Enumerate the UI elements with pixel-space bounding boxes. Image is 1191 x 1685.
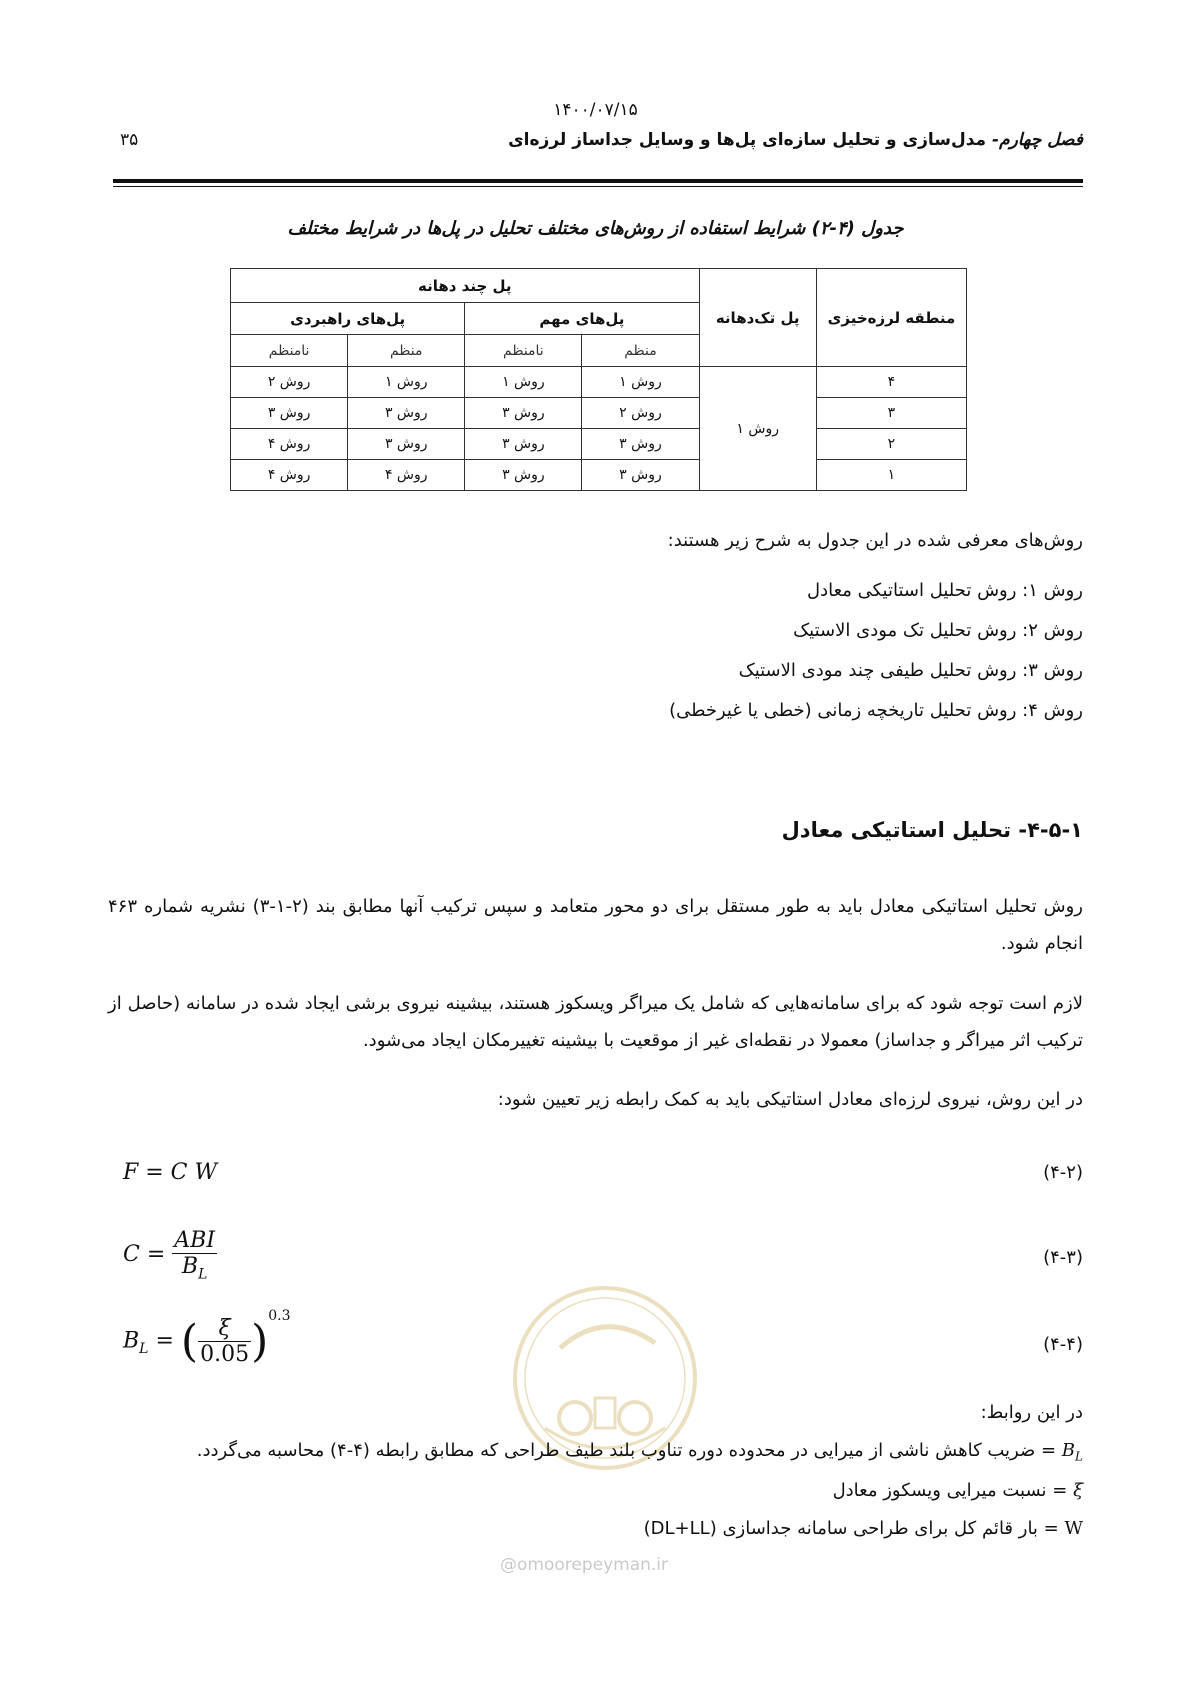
equation-coefficient <box>123 1228 217 1282</box>
cell-zone: ۴ <box>816 367 966 398</box>
eq3-left-paren: ( <box>180 1316 199 1367</box>
chapter-label: فصل چهارم- <box>992 130 1083 150</box>
equation-damping <box>123 1308 291 1367</box>
chapter-title <box>508 130 1083 150</box>
cell-important-irregular: روش ۳ <box>465 429 582 460</box>
eq3-numerator: ξ <box>198 1316 251 1342</box>
xi-text: = نسبت میرایی ویسکوز معادل <box>832 1480 1068 1501</box>
cell-zone: ۱ <box>816 460 966 491</box>
paragraph-1: روش تحلیل استاتیکی معادل باید به طور مستقل برای دو محور متعامد و سپس ترکیب آنها مطابق بند (۲-۱-۳) نشریه شماره ۴۶۳ انجام شود. <box>108 896 1084 954</box>
eq3-equals: = <box>155 1328 174 1354</box>
chapter-title-text: مدل‌سازی و تحلیل سازه‌ای پل‌ها و وسایل جداساز لرزه‌ای <box>508 130 987 150</box>
page-number: ۳۵ <box>120 130 139 150</box>
cell-important-irregular: روش ۱ <box>465 367 582 398</box>
eq2-denominator <box>172 1254 217 1282</box>
cell-strategic-irregular: روش ۴ <box>231 460 348 491</box>
xi-symbol: ξ <box>1073 1480 1083 1501</box>
eq2-den-sub: L <box>198 1266 208 1283</box>
table-caption: جدول (۴-۲) شرایط استفاده از روش‌های مختلف تحلیل در پل‌ها در شرایط مختلف <box>287 218 904 239</box>
section-heading: ۴-۵-۱- تحلیل استاتیکی معادل <box>781 818 1083 842</box>
definition-w <box>644 1518 1083 1539</box>
cell-important-irregular: روش ۳ <box>465 460 582 491</box>
eq3-denominator: 0.05 <box>200 1342 250 1367</box>
cell-important-regular: روش ۳ <box>582 429 699 460</box>
header-rule-thick <box>113 179 1083 183</box>
definition-bl <box>197 1440 1083 1464</box>
watermark-url: @omoorepeyman.ir <box>500 1555 669 1575</box>
equation-number-1: (۴-۲) <box>1043 1162 1083 1183</box>
header-multi-span: پل چند دهانه <box>231 269 700 303</box>
table-row <box>231 429 967 460</box>
bl-symbol-sub: L <box>1075 1449 1083 1464</box>
cell-strategic-regular: روش ۳ <box>348 398 465 429</box>
header-date: ۱۴۰۰/۰۷/۱۵ <box>553 100 638 120</box>
eq3-right-paren: ) <box>251 1316 269 1367</box>
eq3-lhs-sub: L <box>139 1340 149 1357</box>
equation-number-2: (۴-۳) <box>1043 1247 1083 1268</box>
header-zone: منطقه لرزه‌خیزی <box>816 269 966 367</box>
cell-strategic-irregular: روش ۴ <box>231 429 348 460</box>
cell-important-regular: روش ۳ <box>582 460 699 491</box>
equation-force: F = C W <box>123 1160 218 1185</box>
cell-zone: ۲ <box>816 429 966 460</box>
analysis-methods-table <box>230 268 967 491</box>
cell-strategic-irregular: روش ۳ <box>231 398 348 429</box>
method-item-1: روش ۱: روش تحلیل استاتیکی معادل <box>806 580 1083 601</box>
method-item-2: روش ۲: روش تحلیل تک مودی الاستیک <box>793 620 1083 641</box>
header-important-regular: منظم <box>582 335 699 367</box>
paragraph-3: در این روش، نیروی لرزه‌ای معادل استاتیکی باید به کمک رابطه زیر تعیین شود: <box>497 1089 1083 1110</box>
eq2-fraction <box>172 1228 217 1282</box>
cell-important-regular: روش ۱ <box>582 367 699 398</box>
cell-strategic-irregular: روش ۲ <box>231 367 348 398</box>
table-row <box>231 367 967 398</box>
table-row <box>231 460 967 491</box>
definitions-intro: در این روابط: <box>980 1402 1083 1423</box>
equation-number-3: (۴-۴) <box>1043 1334 1083 1355</box>
w-text: = بار قائم کل برای طراحی سامانه جداسازی (DL+LL) <box>643 1518 1059 1539</box>
table-row <box>231 398 967 429</box>
bl-symbol <box>1062 1440 1083 1464</box>
eq3-exponent: 0.3 <box>268 1308 291 1324</box>
eq2-numerator: ABI <box>174 1228 216 1253</box>
w-symbol: W <box>1064 1518 1083 1539</box>
header-strategic-irregular: نامنظم <box>231 335 348 367</box>
header-rule-thin <box>113 186 1083 187</box>
definition-xi <box>833 1480 1083 1501</box>
eq3-lhs: B <box>123 1328 140 1354</box>
eq3-fraction <box>198 1316 251 1367</box>
bl-text: = ضریب کاهش ناشی از میرایی در محدوده دوره تناوب بلند طیف طراحی که مطابق رابطه (۴-۴) محاسبه می‌گردد. <box>196 1440 1057 1461</box>
cell-single-span: روش ۱ <box>699 367 816 491</box>
cell-strategic-regular: روش ۱ <box>348 367 465 398</box>
cell-strategic-regular: روش ۳ <box>348 429 465 460</box>
header-important-irregular: نامنظم <box>465 335 582 367</box>
header-important: پل‌های مهم <box>465 303 699 335</box>
method-item-3: روش ۳: روش تحلیل طیفی چند مودی الاستیک <box>738 660 1083 681</box>
header-strategic: پل‌های راهبردی <box>231 303 465 335</box>
methods-intro: روش‌های معرفی شده در این جدول به شرح زیر هستند: <box>667 530 1083 551</box>
cell-important-regular: روش ۲ <box>582 398 699 429</box>
eq2-lhs: C = <box>123 1242 166 1268</box>
paragraph-2: لازم است توجه شود که برای سامانه‌هایی که شامل یک میراگر ویسکوز هستند، بیشینه نیروی برشی ایجاد شده در سامانه (حاصل از ترکیب اثر میراگر و جداساز) معمولا در نقطه‌ای غیر از موقعیت با بیشینه تغییرمکان ایجاد می‌شود. <box>108 993 1083 1051</box>
header-strategic-regular: منظم <box>348 335 465 367</box>
eq2-den-symbol: B <box>181 1254 199 1279</box>
bl-symbol-letter: B <box>1061 1440 1076 1461</box>
cell-important-irregular: روش ۳ <box>465 398 582 429</box>
cell-zone: ۳ <box>816 398 966 429</box>
header-single-span: پل تک‌دهانه <box>699 269 816 367</box>
method-item-4: روش ۴: روش تحلیل تاریخچه زمانی (خطی یا غیرخطی) <box>669 700 1083 721</box>
cell-strategic-regular: روش ۴ <box>348 460 465 491</box>
